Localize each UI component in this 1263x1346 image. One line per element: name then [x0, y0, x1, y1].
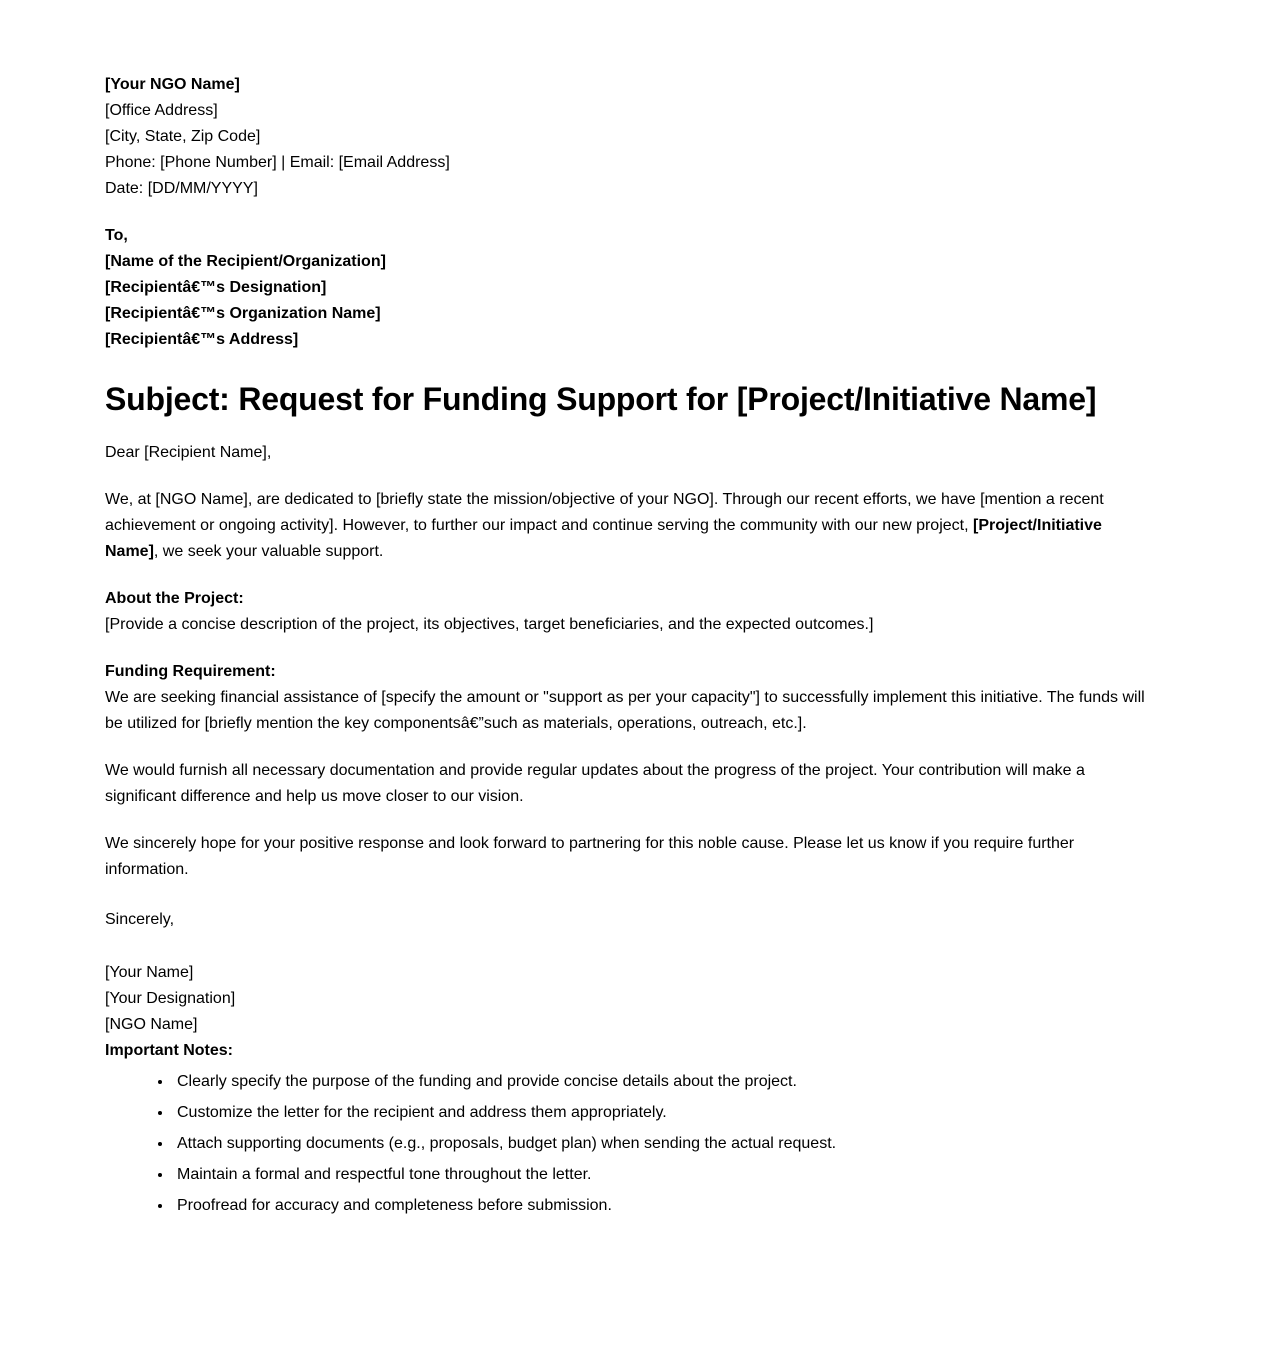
signature-designation: [Your Designation]	[105, 990, 236, 1007]
intro-text-after: , we seek your valuable support.	[153, 543, 384, 560]
recipient-to-label: To,	[105, 227, 128, 244]
closing-paragraph: We sincerely hope for your positive response and look forward to partnering for this noble cause. Please let us know if you require further information.	[105, 835, 1075, 878]
intro-text-before: We, at [NGO Name], are dedicated to [briefly state the mission/objective of your NGO]. Through our recent efforts, we have [mention a recent achievement or ongoing activity]. However, to further our impact and continue serving the community with our new project,	[105, 491, 1104, 534]
signature-name: [Your Name]	[105, 964, 194, 981]
about-project-heading: About the Project:	[105, 590, 244, 607]
sender-ngo-name: [Your NGO Name]	[105, 76, 240, 93]
note-item: • Customize the letter for the recipient and address them appropriately.	[173, 1100, 1158, 1126]
recipient-designation: [Recipientâ€™s Designation]	[105, 279, 327, 296]
signature-block	[105, 960, 1158, 1064]
sender-block	[105, 72, 1158, 202]
funding-requirement-heading: Funding Requirement:	[105, 663, 276, 680]
signoff-line: Sincerely,	[105, 911, 175, 928]
funding-requirement-section	[105, 659, 1158, 737]
note-item: • Attach supporting documents (e.g., proposals, budget plan) when sending the actual request.	[173, 1131, 1158, 1157]
recipient-name: [Name of the Recipient/Organization]	[105, 253, 386, 270]
about-project-body: [Provide a concise description of the project, its objectives, target beneficiaries, and the expected outcomes.]	[105, 616, 874, 633]
about-project-section	[105, 586, 1158, 638]
documentation-paragraph: We would furnish all necessary documentation and provide regular updates about the progress of the project. Your contribution will make a significant difference and help us move closer to our vision.	[105, 762, 1085, 805]
sender-city-state-zip: [City, State, Zip Code]	[105, 128, 261, 145]
subject-heading: Subject: Request for Funding Support for [Project/Initiative Name]	[105, 381, 1097, 417]
recipient-block	[105, 223, 1158, 353]
note-item: • Proofread for accuracy and completeness before submission.	[173, 1193, 1158, 1219]
signature-ngo-name: [NGO Name]	[105, 1016, 198, 1033]
recipient-address: [Recipientâ€™s Address]	[105, 331, 299, 348]
intro-paragraph	[105, 487, 1158, 565]
sender-office-address: [Office Address]	[105, 102, 218, 119]
important-notes-list	[105, 1069, 1158, 1219]
sender-phone-email: Phone: [Phone Number] | Email: [Email Address]	[105, 154, 450, 171]
sender-date: Date: [DD/MM/YYYY]	[105, 180, 258, 197]
greeting-line: Dear [Recipient Name],	[105, 444, 272, 461]
note-item: • Maintain a formal and respectful tone throughout the letter.	[173, 1162, 1158, 1188]
note-item: • Clearly specify the purpose of the funding and provide concise details about the project.	[173, 1069, 1158, 1095]
funding-requirement-body: We are seeking financial assistance of [specify the amount or "support as per your capacity"] to successfully implement this initiative. The funds will be utilized for [briefly mention the key componentsâ€”such as materials, operations, outreach, etc.].	[105, 689, 1145, 732]
important-notes-heading: Important Notes:	[105, 1042, 233, 1059]
recipient-organization: [Recipientâ€™s Organization Name]	[105, 305, 381, 322]
intro-project-name-bold: [Project/Initiative Name]	[105, 517, 1102, 560]
